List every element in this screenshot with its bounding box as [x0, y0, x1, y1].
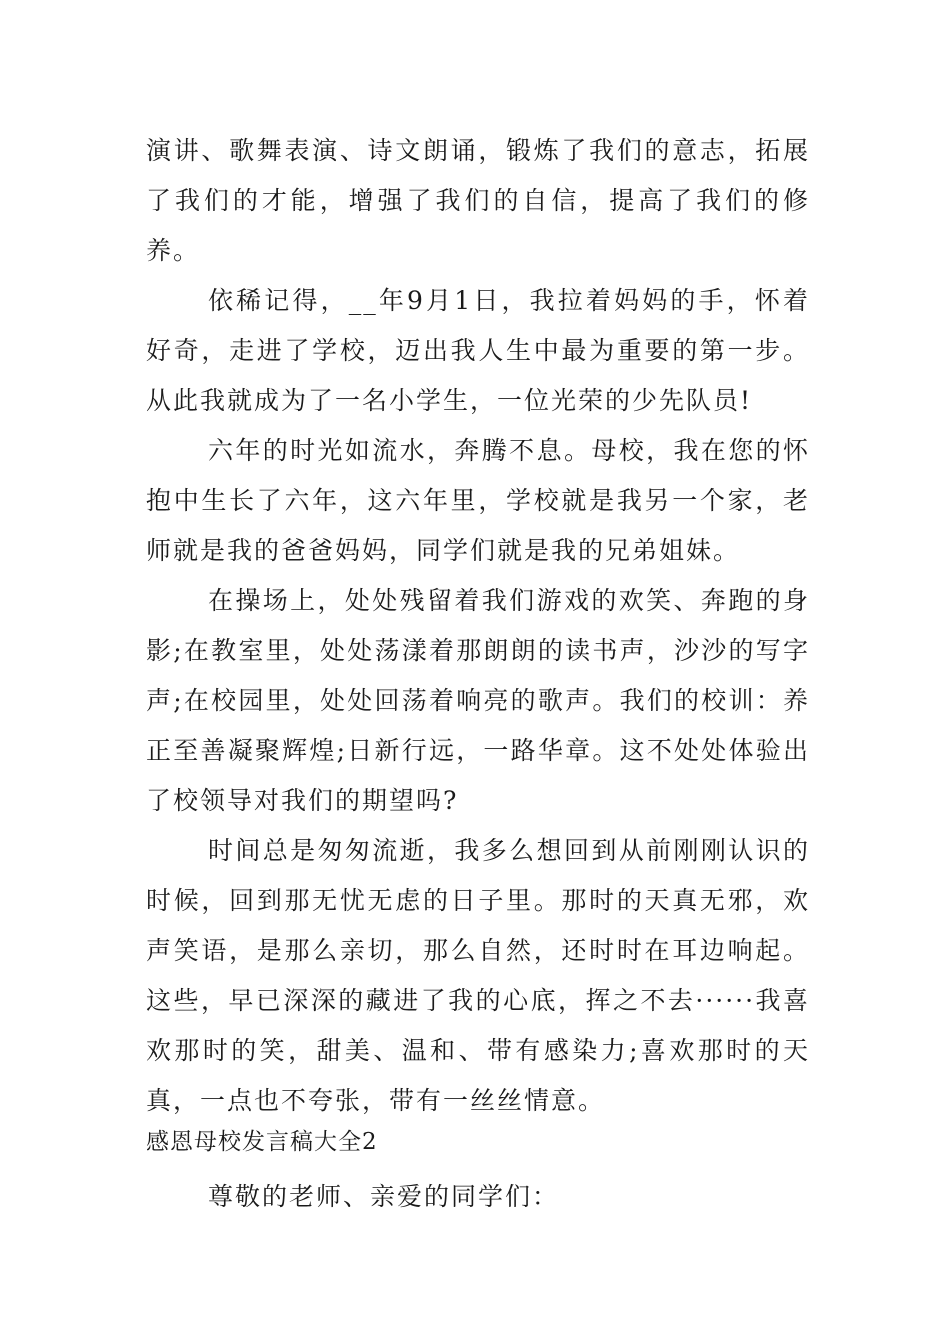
paragraph-1: 演讲、歌舞表演、诗文朗诵，锻炼了我们的意志，拓展了我们的才能，增强了我们的自信，提高了我们的修养。 [146, 136, 810, 265]
paragraph-2: 依稀记得，__年9月1日，我拉着妈妈的手，怀着好奇，走进了学校，迈出我人生中最为重要的第一步。从此我就成为了一名小学生，一位光荣的少先队员! [146, 286, 810, 415]
paragraph-5: 时间总是匆匆流逝，我多么想回到从前刚刚认识的时候，回到那无忧无虑的日子里。那时的天真无邪，欢声笑语，是那么亲切，那么自然，还时时在耳边响起。这些，早已深深的藏进了我的心底，挥之不去······我喜欢那时的笑，甜美、温和、带有感染力;喜欢那时的天真，一点也不夸张，带有一丝丝情意。 [146, 836, 810, 1115]
salutation: 尊敬的老师、亲爱的同学们： [208, 1182, 560, 1211]
section-heading: 感恩母校发言稿大全2 [146, 1129, 378, 1155]
paragraph-3: 六年的时光如流水，奔腾不息。母校，我在您的怀抱中生长了六年，这六年里，学校就是我另一个家，老师就是我的爸爸妈妈，同学们就是我的兄弟姐妹。 [146, 436, 810, 565]
paragraph-4: 在操场上，处处残留着我们游戏的欢笑、奔跑的身影;在教室里，处处荡漾着那朗朗的读书声，沙沙的写字声;在校园里，处处回荡着响亮的歌声。我们的校训：养正至善凝聚辉煌;日新行远，一路华章。这不处处体验出了校领导对我们的期望吗? [146, 586, 810, 815]
body-text [146, 126, 810, 1126]
